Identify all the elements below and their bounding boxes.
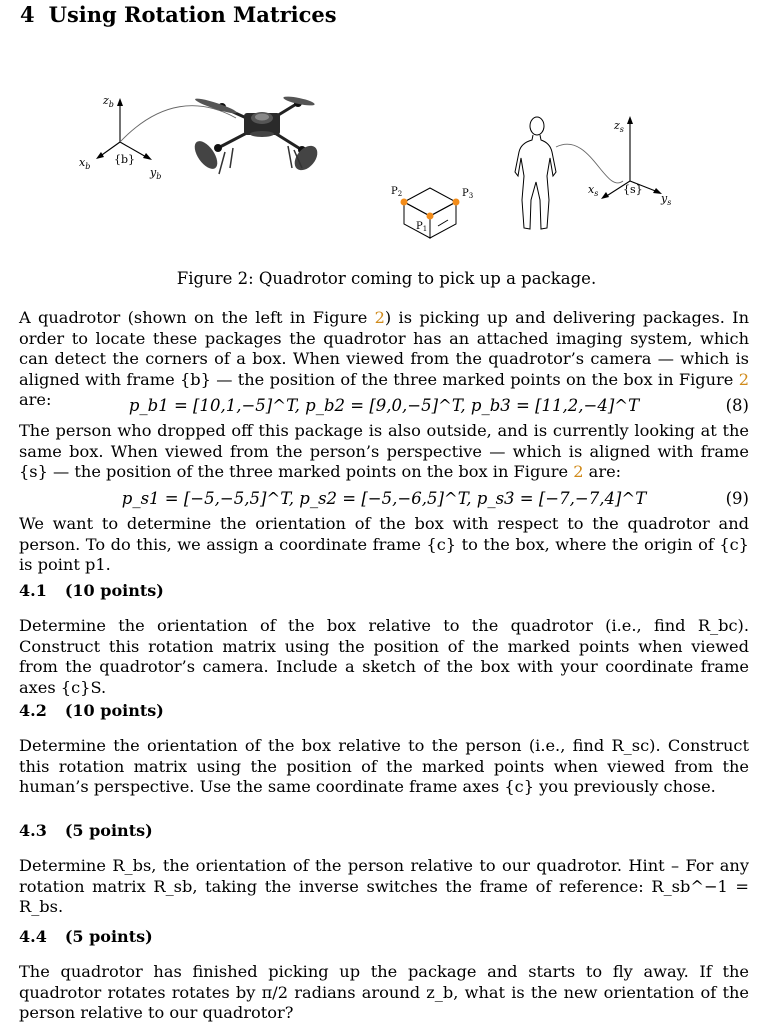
label-yb: $y_b$: [150, 166, 162, 181]
equation-9-number: (9): [725, 489, 749, 508]
label-xs: $x_s$: [588, 183, 599, 198]
section-heading: [20, 2, 337, 27]
subsection-4-1-text: Determine the orientation of the box relative to the quadrotor (i.e., find R_bc). Construct this rotation matrix using the position of the marked points when viewed from the quadrotor’s camera. Include a sketch of the box with your coordinate frame axes {c}S.: [19, 616, 749, 697]
figure-caption: Figure 2: Quadrotor coming to pick up a package.: [176, 269, 597, 288]
intro-paragraph-3: We want to determine the orientation of the box with respect to the quadrotor and person. To do this, we assign a coordinate frame {c} to the box, where the origin of {c} is point p1.: [19, 514, 749, 574]
label-ys: $y_s$: [661, 192, 672, 207]
label-frame-b: {b}: [114, 153, 136, 166]
equation-8-body: p_b1 = [10,1,−5]^T, p_b2 = [9,0,−5]^T, p_b3 = [11,2,−4]^T: [128, 396, 640, 415]
label-zs: $z_s$: [614, 119, 624, 134]
subsection-4-3-text: Determine R_bs, the orientation of the person relative to our quadrotor. Hint – For any rotation matrix R_sb, taking the inverse switches the frame of reference: R_sb^−1 = R_bs.: [19, 856, 749, 916]
subsection-4-2-heading: 4.2 (10 points): [19, 701, 164, 720]
subsection-4-4-text: The quadrotor has finished picking up the package and starts to fly away. If the quadrotor rotates rotates by π/2 radians around z_b, what is the new orientation of the person relative to our quadrotor?: [19, 962, 749, 1022]
label-zb: $z_b$: [103, 94, 114, 109]
figure-quadrotor-package: [0, 80, 773, 270]
figure-ref-link[interactable]: 2: [738, 369, 749, 389]
subsection-4-4-heading: 4.4 (5 points): [19, 927, 153, 946]
label-frame-s: {s}: [623, 183, 643, 196]
quadrotor-drone-image: [190, 95, 322, 175]
label-p2: $P_2$: [391, 186, 403, 198]
person-figure: [515, 117, 556, 229]
subsection-4-3-heading: 4.3 (5 points): [19, 821, 153, 840]
label-p1: $P_1$: [416, 221, 428, 233]
point-p3-marker: [453, 199, 460, 206]
equation-8-number: (8): [725, 396, 749, 415]
figure-ref-link[interactable]: 2: [374, 308, 385, 327]
subsection-4-1-heading: 4.1 (10 points): [19, 581, 164, 600]
point-p1-marker: [427, 213, 434, 220]
equation-9-body: p_s1 = [−5,−5,5]^T, p_s2 = [−5,−6,5]^T, p_s3 = [−7,−7,4]^T: [121, 489, 647, 508]
equation-8: [19, 396, 749, 418]
frame-b-axes: [99, 103, 148, 158]
equation-9: [19, 489, 749, 511]
section-title: Using Rotation Matrices: [48, 2, 337, 27]
label-p3: $P_3$: [462, 188, 474, 200]
label-xb: $x_b$: [79, 156, 91, 171]
intro-paragraph-2: The person who dropped off this package is also outside, and is currently looking at the same box. When viewed from the person’s perspective — which is aligned with frame {s} — the position of the three marked points on the box in Figure 2 are:: [19, 421, 749, 481]
figure-ref-link[interactable]: 2: [573, 462, 584, 481]
point-p2-marker: [401, 199, 408, 206]
intro-paragraph-1: A quadrotor (shown on the left in Figure 2) is picking up and delivering packages. In order to locate these packages the quadrotor has an attached imaging system, which can detect the corners of a box. When viewed from the quadrotor’s camera — which is aligned with frame {b} — the position of the three marked points on the box in Figure 2 are:: [19, 308, 749, 409]
section-number: 4: [20, 2, 35, 27]
subsection-4-2-text: Determine the orientation of the box relative to the person (i.e., find R_sc). Construct this rotation matrix using the position of the marked points when viewed from the human’s perspective. Use the same coordinate frame axes {c} you previously chose.: [19, 736, 749, 796]
